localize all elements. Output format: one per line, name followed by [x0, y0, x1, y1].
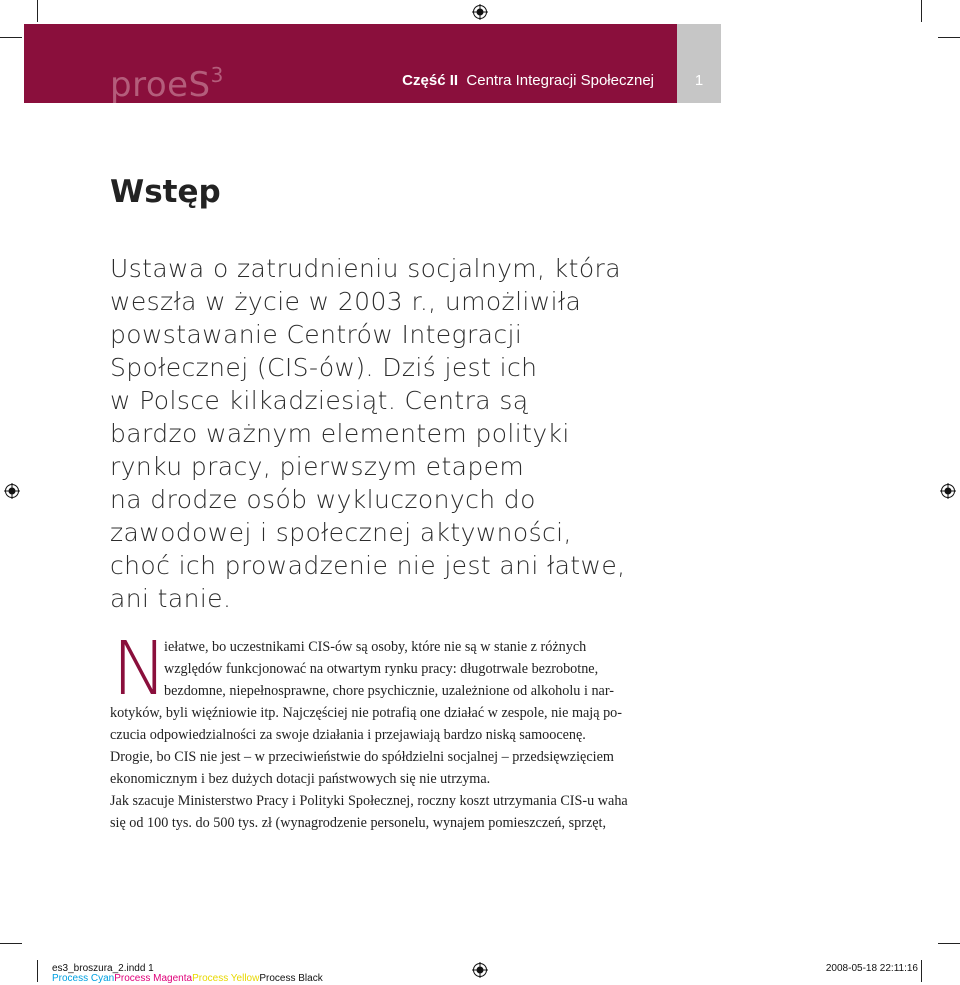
registration-mark-icon	[472, 962, 488, 978]
crop-mark	[921, 960, 922, 982]
slug-color-black: Process Black	[259, 973, 323, 984]
crop-mark	[37, 0, 38, 22]
registration-mark-icon	[472, 4, 488, 20]
body-line: się od 100 tys. do 500 tys. zł (wynagrodzenie personelu, wynajem pomieszczeń, sprzęt,	[110, 815, 607, 831]
slug-filename: es3_broszura_2.indd 1	[52, 963, 154, 974]
body-line: bezdomne, niepełnosprawne, chore psychicznie, uzależnione od alkoholu i nar-	[164, 683, 614, 699]
crop-mark	[0, 943, 22, 944]
lead-line: ani tanie.	[110, 584, 232, 613]
lead-paragraph	[110, 252, 690, 615]
lead-line: Ustawa o zatrudnieniu socjalnym, która	[110, 254, 621, 283]
body-line: Drogie, bo CIS nie jest – w przeciwieństwie do spółdzielni socjalnej – przedsięwzięciem	[110, 749, 614, 765]
crop-mark	[938, 37, 960, 38]
section-title: Centra Integracji Społecznej	[466, 72, 654, 89]
lead-line: Społecznej (CIS-ów). Dziś jest ich	[110, 353, 538, 382]
running-head	[402, 71, 654, 91]
body-paragraph	[110, 626, 665, 834]
lead-line: zawodowej i społecznej aktywności,	[110, 518, 572, 547]
body-line: względów funkcjonować na otwartym rynku pracy: długotrwale bezrobotne,	[164, 661, 599, 677]
crop-mark	[0, 37, 22, 38]
crop-mark	[921, 0, 922, 22]
crop-mark	[938, 943, 960, 944]
registration-mark-icon	[4, 483, 20, 499]
lead-line: na drodze osób wykluczonych do	[110, 485, 536, 514]
slug-color-magenta: Process Magenta	[114, 973, 193, 984]
body-line: ekonomicznym i bez dużych dotacji państwowych się nie utrzyma.	[110, 771, 491, 787]
body-line: kotyków, byli więźniowie itp. Najczęściej nie potrafią one działać w zespole, nie mają po-	[110, 705, 623, 721]
registration-mark-icon	[940, 483, 956, 499]
body-line: czucia odpowiedzialności za swoje działania i przejawiają bardzo niską samoocenę.	[110, 727, 586, 743]
lead-line: weszła w życie w 2003 r., umożliwiła	[110, 287, 582, 316]
lead-line: rynku pracy, pierwszym etapem	[110, 452, 525, 481]
lead-line: powstawanie Centrów Integracji	[110, 320, 523, 349]
lead-line: bardzo ważnym elementem polityki	[110, 419, 570, 448]
slug-timestamp: 2008-05-18 22:11:16	[825, 963, 918, 974]
logo-text: proeS	[110, 65, 211, 105]
lead-line: w Polsce kilkadziesiąt. Centra są	[110, 386, 529, 415]
slug-color-bar	[52, 973, 323, 985]
slug-color-cyan: Process Cyan	[52, 973, 115, 984]
part-label: Część II	[402, 72, 459, 89]
body-line: Jak szacuje Ministerstwo Pracy i Polityki Społecznej, roczny koszt utrzymania CIS-u waha	[110, 793, 628, 809]
crop-mark	[37, 960, 38, 982]
logo-superscript: 3	[210, 63, 224, 87]
page-number-tab	[677, 24, 721, 103]
slug-color-yellow: Process Yellow	[192, 973, 260, 984]
body-line: iełatwe, bo uczestnikami CIS-ów są osoby, które nie są w stanie z różnych	[164, 639, 587, 655]
page-number: 1	[694, 72, 704, 89]
page-title: Wstęp	[110, 174, 221, 210]
logo	[110, 55, 224, 105]
lead-line: choć ich prowadzenie nie jest ani łatwe,	[110, 551, 626, 580]
drop-cap: N	[112, 626, 168, 712]
